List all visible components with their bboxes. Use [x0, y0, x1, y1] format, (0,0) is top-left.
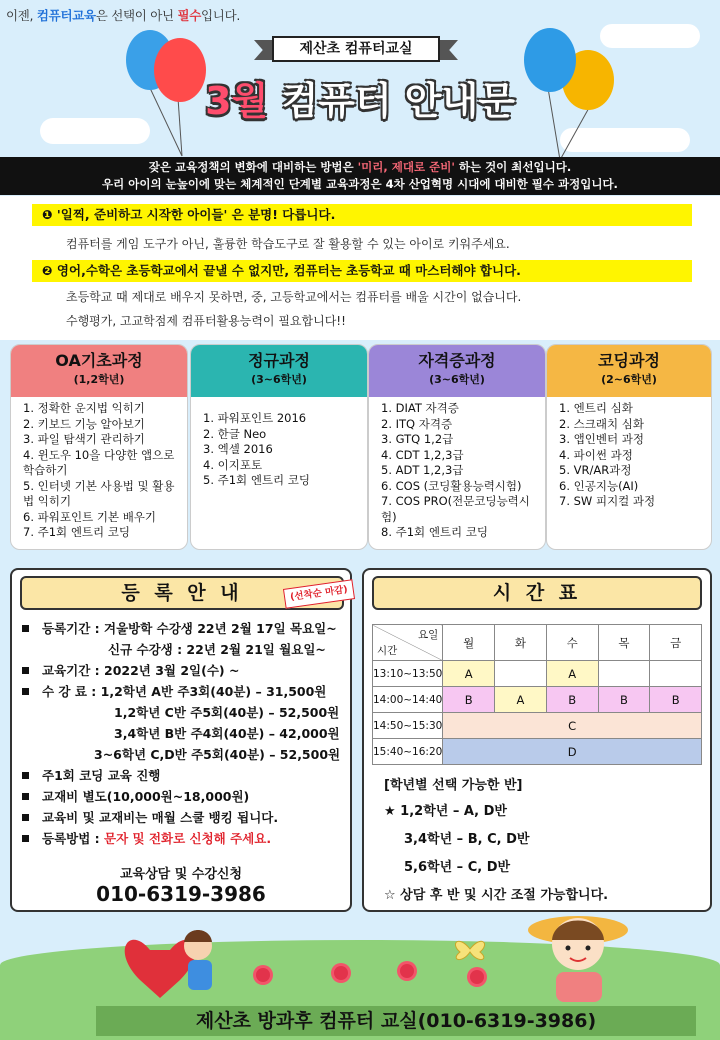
- flower-icon: [470, 970, 484, 984]
- table-row: [373, 625, 702, 661]
- class-cell: B: [546, 687, 598, 713]
- course-header: 자격증과정 (3~6학년): [369, 345, 545, 397]
- class-cell: C: [443, 713, 702, 739]
- phone-number[interactable]: 010-6319-3986: [96, 882, 266, 906]
- registration-list: [22, 618, 348, 849]
- list-item: 8. 주1회 엔트리 코딩: [381, 525, 489, 539]
- day-header: 수: [546, 625, 598, 661]
- grade-option: 3,4학년 – B, C, D반: [404, 832, 530, 847]
- list-item: 4. CDT 1,2,3급: [381, 447, 464, 462]
- contact-label: 교육상담 및 수강신청: [119, 867, 243, 882]
- class-cell: [495, 661, 547, 687]
- butterfly-icon: [450, 934, 490, 964]
- footer-banner: 제산초 방과후 컴퓨터 교실(010-6319-3986): [96, 1006, 696, 1036]
- class-cell: A: [495, 687, 547, 713]
- table-row: [373, 661, 702, 687]
- flower-icon: [334, 966, 348, 980]
- class-cell: A: [546, 661, 598, 687]
- class-cell: [598, 661, 650, 687]
- timetable-panel: [362, 568, 712, 912]
- list-item: 4. 파이썬 과정: [559, 447, 633, 462]
- list-item: 1,2학년 C반 주5회(40분) – 52,500원: [114, 705, 340, 720]
- point-1-note: 컴퓨터를 게임 도구가 아닌, 훌륭한 학습도구로 잘 활용할 수 있는 아이로 키워주세요.: [66, 237, 510, 251]
- registration-panel: [10, 568, 352, 912]
- point-2-note: 초등학교 때 제대로 배우지 못하면, 중, 고등학교에서는 컴퓨터를 배울 시간이 없습니다.: [66, 290, 522, 304]
- list-item: 4. 이지포토: [203, 457, 263, 472]
- registration-method: 등록방법 : 문자 및 전화로 신청해 주세요.: [22, 828, 348, 849]
- class-cell: A: [443, 661, 495, 687]
- list-item: 7. COS PRO(전문코딩능력시험): [381, 494, 530, 524]
- child-with-hat-icon: [520, 900, 640, 1010]
- school-label: 제산초 컴퓨터교실: [272, 36, 440, 62]
- course-header: 정규과정 (3~6학년): [191, 345, 367, 397]
- class-cell: D: [443, 739, 702, 765]
- list-item: 3,4학년 B반 주4회(40분) – 42,000원: [114, 726, 340, 741]
- list-item: 1. 파워포인트 2016: [203, 411, 307, 425]
- point-2-note: 수행평가, 고교학점제 컴퓨터활용능력이 필요합니다!!: [66, 314, 346, 328]
- list-item: 6. COS (코딩활용능력시험): [381, 478, 522, 493]
- class-cell: B: [598, 687, 650, 713]
- course-card-coding: [546, 344, 712, 550]
- list-item: 5. 주1회 엔트리 코딩: [203, 473, 311, 487]
- list-item: 3. 엑셀 2016: [203, 442, 273, 456]
- point-1-heading: ❶ '일찍, 준비하고 시작한 아이들' 은 분명! 다릅니다.: [32, 204, 692, 226]
- list-item: 1. DIAT 자격증: [381, 401, 459, 415]
- grade-option: 5,6학년 – C, D반: [404, 860, 511, 875]
- time-cell: 14:00~14:40: [373, 687, 443, 713]
- child-with-heart-icon: [110, 920, 230, 1010]
- time-cell: 15:40~16:20: [373, 739, 443, 765]
- grade-option: ★ 1,2학년 – A, D반: [384, 804, 507, 819]
- list-item: 7. 주1회 엔트리 코딩: [23, 525, 131, 539]
- list-item: 6. 파워포인트 기본 배우기: [23, 509, 157, 524]
- list-item: 3. GTQ 1,2급: [381, 432, 454, 446]
- list-item: 교육비 및 교재비는 매월 스쿨 뱅킹 됩니다.: [22, 807, 348, 828]
- day-header: 목: [598, 625, 650, 661]
- page-title: 3월 컴퓨터 안내문: [205, 79, 515, 123]
- time-cell: 13:10~13:50: [373, 661, 443, 687]
- slogan: 이젠, 컴퓨터교육은 선택이 아닌 필수입니다.: [6, 8, 241, 23]
- list-item: 2. 한글 Neo: [203, 426, 267, 441]
- course-list: [547, 397, 711, 510]
- list-item: 수 강 료 : 1,2학년 A반 주3회(40분) – 31,500원: [22, 681, 348, 702]
- list-item: 2. ITQ 자격증: [381, 416, 453, 431]
- list-item: 3. 파일 탐색기 관리하기: [23, 432, 145, 446]
- class-cell: [650, 661, 702, 687]
- course-header: OA기초과정 (1,2학년): [11, 345, 187, 397]
- corner-cell: 요일 시간: [373, 625, 443, 661]
- list-item: 1. 정확한 운지법 익히기: [23, 401, 145, 415]
- list-item: 5. 인터넷 기본 사용법 및 활용법 익히기: [23, 478, 175, 508]
- balloons-right-icon: [510, 22, 620, 162]
- timetable: [372, 624, 702, 765]
- list-item: 5. VR/AR과정: [559, 463, 632, 477]
- list-item: 신규 수강생 : 22년 2월 21일 월요일~: [108, 642, 326, 657]
- list-item: 7. SW 피지컬 과정: [559, 494, 656, 508]
- list-item: 교육기간 : 2022년 3월 2일(수) ~: [22, 660, 348, 681]
- course-card-regular: [190, 344, 368, 550]
- list-item: 4. 윈도우 10을 다양한 앱으로 학습하기: [23, 447, 175, 477]
- course-header: 코딩과정 (2~6학년): [547, 345, 711, 397]
- timetable-title: 시 간 표: [372, 576, 702, 610]
- adjust-note: ☆ 상담 후 반 및 시간 조절 가능합니다.: [384, 888, 609, 903]
- list-item: 주1회 코딩 교육 진행: [22, 765, 348, 786]
- list-item: 등록기간 : 겨울방학 수강생 22년 2월 17일 목요일~: [22, 618, 348, 639]
- list-item: 6. 인공지능(AI): [559, 478, 639, 493]
- course-list: [369, 397, 545, 541]
- list-item: 교재비 별도(10,000원~18,000원): [22, 786, 348, 807]
- course-list: [11, 397, 187, 541]
- day-header: 금: [650, 625, 702, 661]
- class-cell: B: [443, 687, 495, 713]
- day-header: 화: [495, 625, 547, 661]
- time-cell: 14:50~15:30: [373, 713, 443, 739]
- table-row: [373, 687, 702, 713]
- table-row: [373, 713, 702, 739]
- table-row: [373, 739, 702, 765]
- registration-title: 등 록 안 내: [20, 576, 344, 610]
- grade-options-heading: [학년별 선택 가능한 반]: [384, 778, 523, 793]
- first-come-stamp: (선착순 마감): [283, 579, 355, 609]
- flower-icon: [256, 968, 270, 982]
- list-item: 1. 엔트리 심화: [559, 401, 633, 415]
- class-cell: B: [650, 687, 702, 713]
- point-2-heading: ❷ 영어,수학은 초등학교에서 끝낼 수 없지만, 컴퓨터는 초등학교 때 마스터해야 합니다.: [32, 260, 692, 282]
- day-header: 월: [443, 625, 495, 661]
- course-list: [191, 397, 367, 489]
- list-item: 2. 스크래치 심화: [559, 416, 644, 431]
- course-card-certificate: [368, 344, 546, 550]
- list-item: 2. 키보드 기능 알아보기: [23, 416, 145, 431]
- intro-band: 잦은 교육정책의 변화에 대비하는 방법은 '미리, 제대로 준비' 하는 것이 최선입니다. 우리 아이의 눈높이에 맞는 체계적인 단계별 교육과정은 4차 산업혁명 시대에 대비한 필수 과정입니다.: [0, 157, 720, 195]
- list-item: 3. 앱인벤터 과정: [559, 432, 644, 446]
- course-card-oa: [10, 344, 188, 550]
- flower-icon: [400, 964, 414, 978]
- list-item: 3~6학년 C,D반 주5회(40분) – 52,500원: [94, 747, 341, 762]
- list-item: 5. ADT 1,2,3급: [381, 463, 464, 477]
